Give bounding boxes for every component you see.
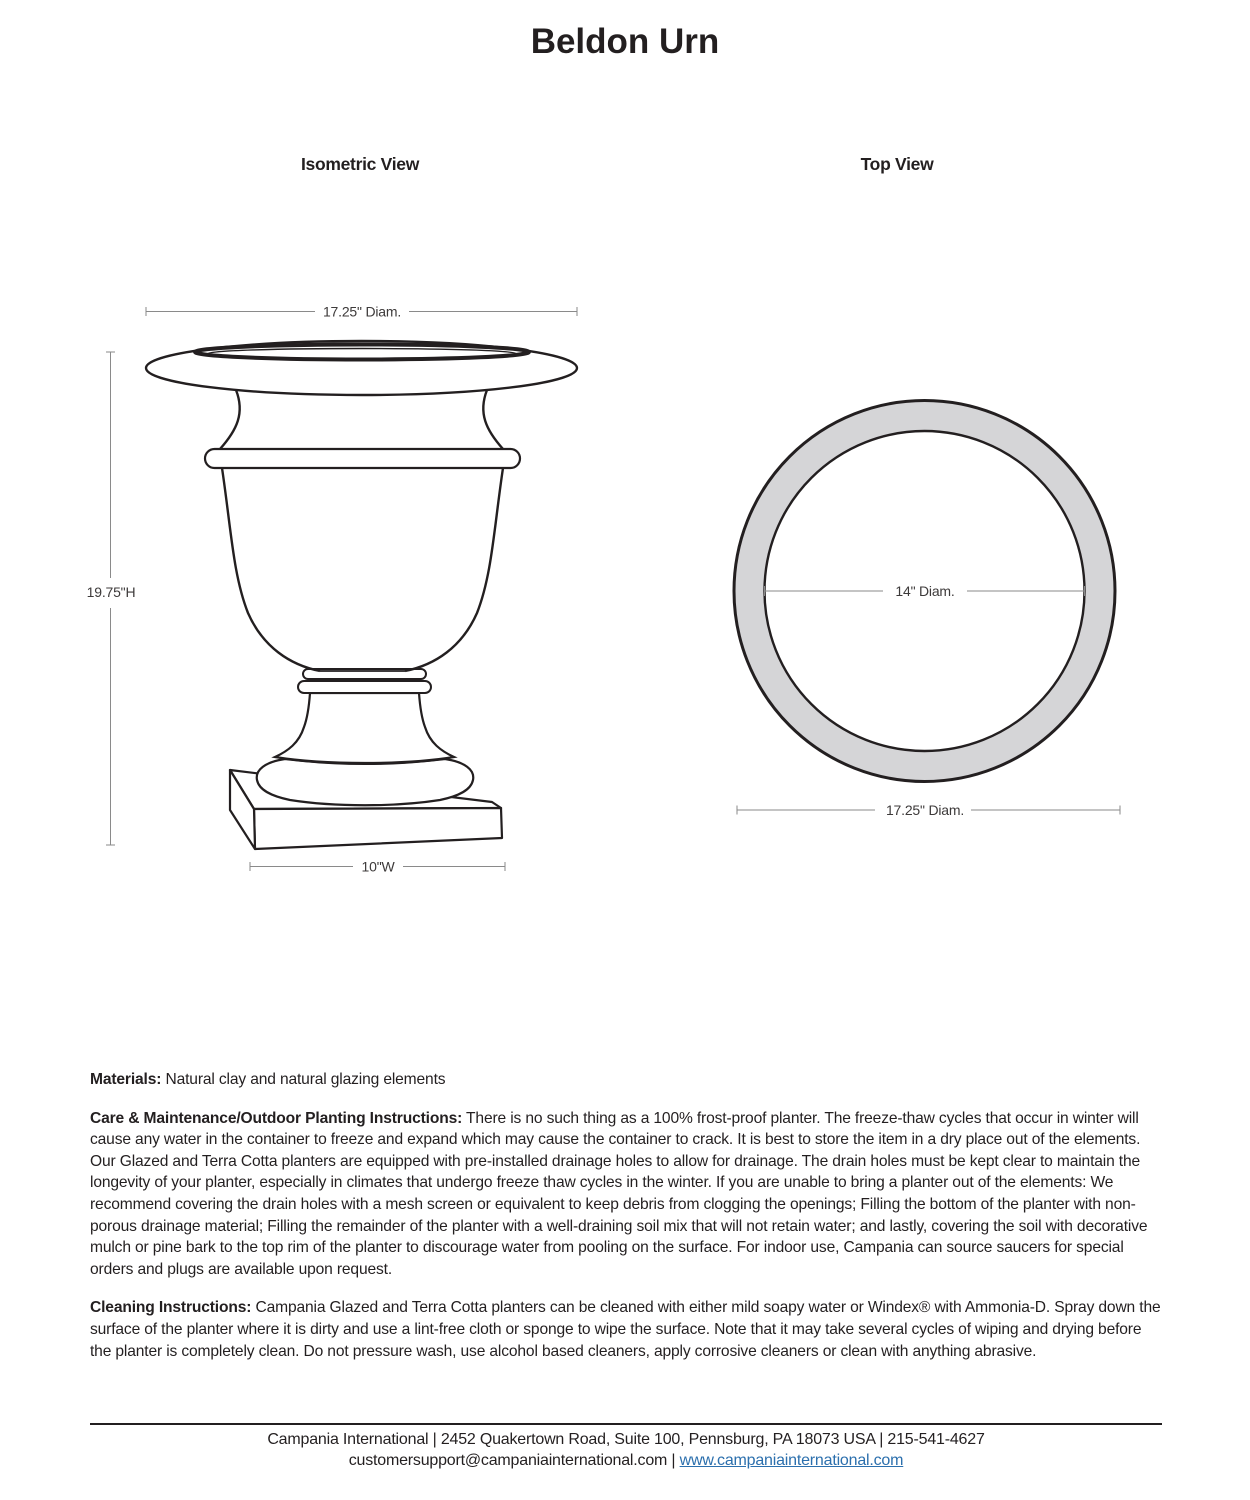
cleaning-text: Campania Glazed and Terra Cotta planters can be cleaned with either mild soapy water or Windex® with Ammonia-D. Spray down the surface of the planter where it is dirty and use a lint-free cloth or sponge to wipe the surface. Note that it may take several cycles of wiping and drying before the planter is completely clean. Do not pressure wash, use alcohol based cleaners, apply corrosive cleaners or clean with anything abrasive. bbox=[90, 1299, 1161, 1360]
dimension-base-width bbox=[250, 859, 505, 875]
care-text: There is no such thing as a 100% frost-proof planter. The freeze-thaw cycles that occur in winter will cause any water in the container to freeze and expand which may cause the container to crack. It is best to store the item in a dry place out of the elements. Our Glazed and Terra Cotta planters are equipped with pre-installed drainage holes to allow for drainage. The drain holes must be kept clear to maintain the longevity of your planter, especially in climates that undergo freeze thaw cycles in the winter. If you are unable to bring a planter out of the elements: We recommend covering the drain holes with a mesh screen or equivalent to keep debris from clogging the openings; Filling the bottom of the planter with non-porous drainage material; Filling the remainder of the planter with a well-draining soil mix that will not retain water; and lastly, covering the soil with decorative mulch or pine bark to the top rim of the planter to discourage water from pooling on the surface. For indoor use, Campania can source saucers for special orders and plugs are available upon request. bbox=[90, 1109, 1148, 1278]
footer-contact-line bbox=[90, 1451, 1162, 1472]
footer-address-line: Campania International | 2452 Quakertown Road, Suite 100, Pennsburg, PA 18073 USA | 215-541-4627 bbox=[267, 1431, 985, 1448]
footer-divider bbox=[90, 1423, 1162, 1425]
dimension-base-width-label: 10"W bbox=[361, 858, 395, 875]
top-view-label: Top View bbox=[860, 154, 934, 174]
dimension-top-diameter-label: 17.25" Diam. bbox=[322, 303, 402, 320]
footer bbox=[90, 1430, 1162, 1471]
care-label: Care & Maintenance/Outdoor Planting Instructions: bbox=[90, 1109, 463, 1127]
urn-bowl bbox=[222, 468, 503, 671]
materials-section bbox=[90, 1069, 1162, 1091]
top-view-drawing bbox=[715, 380, 1145, 820]
cleaning-label: Cleaning Instructions: bbox=[90, 1299, 252, 1317]
footer-email: customersupport@campaniainternational.com bbox=[348, 1451, 668, 1469]
dimension-outer-diameter bbox=[737, 802, 1120, 818]
isometric-drawing bbox=[85, 295, 645, 895]
care-section bbox=[90, 1108, 1162, 1281]
dimension-inner-diameter-label: 14" Diam. bbox=[895, 583, 955, 599]
urn-foot bbox=[257, 759, 474, 805]
page-title: Beldon Urn bbox=[530, 22, 720, 61]
footer-website-link[interactable]: www.campaniainternational.com bbox=[679, 1451, 904, 1469]
urn-ring-band bbox=[205, 449, 520, 468]
dimension-height bbox=[87, 352, 136, 845]
isometric-view-label: Isometric View bbox=[300, 154, 420, 174]
dimension-outer-diameter-label: 17.25" Diam. bbox=[885, 802, 965, 818]
materials-label: Materials: bbox=[90, 1071, 162, 1088]
dimension-top-diameter bbox=[146, 304, 577, 320]
urn-pedestal-stem bbox=[275, 669, 454, 763]
urn-neck bbox=[220, 390, 503, 449]
materials-text: Natural clay and natural glazing elements bbox=[161, 1071, 446, 1088]
info-sections bbox=[90, 1069, 1162, 1379]
cleaning-section bbox=[90, 1297, 1162, 1362]
footer-separator: | bbox=[667, 1451, 680, 1469]
urn-rim bbox=[146, 341, 577, 395]
dimension-height-label: 19.75"H bbox=[86, 584, 136, 600]
